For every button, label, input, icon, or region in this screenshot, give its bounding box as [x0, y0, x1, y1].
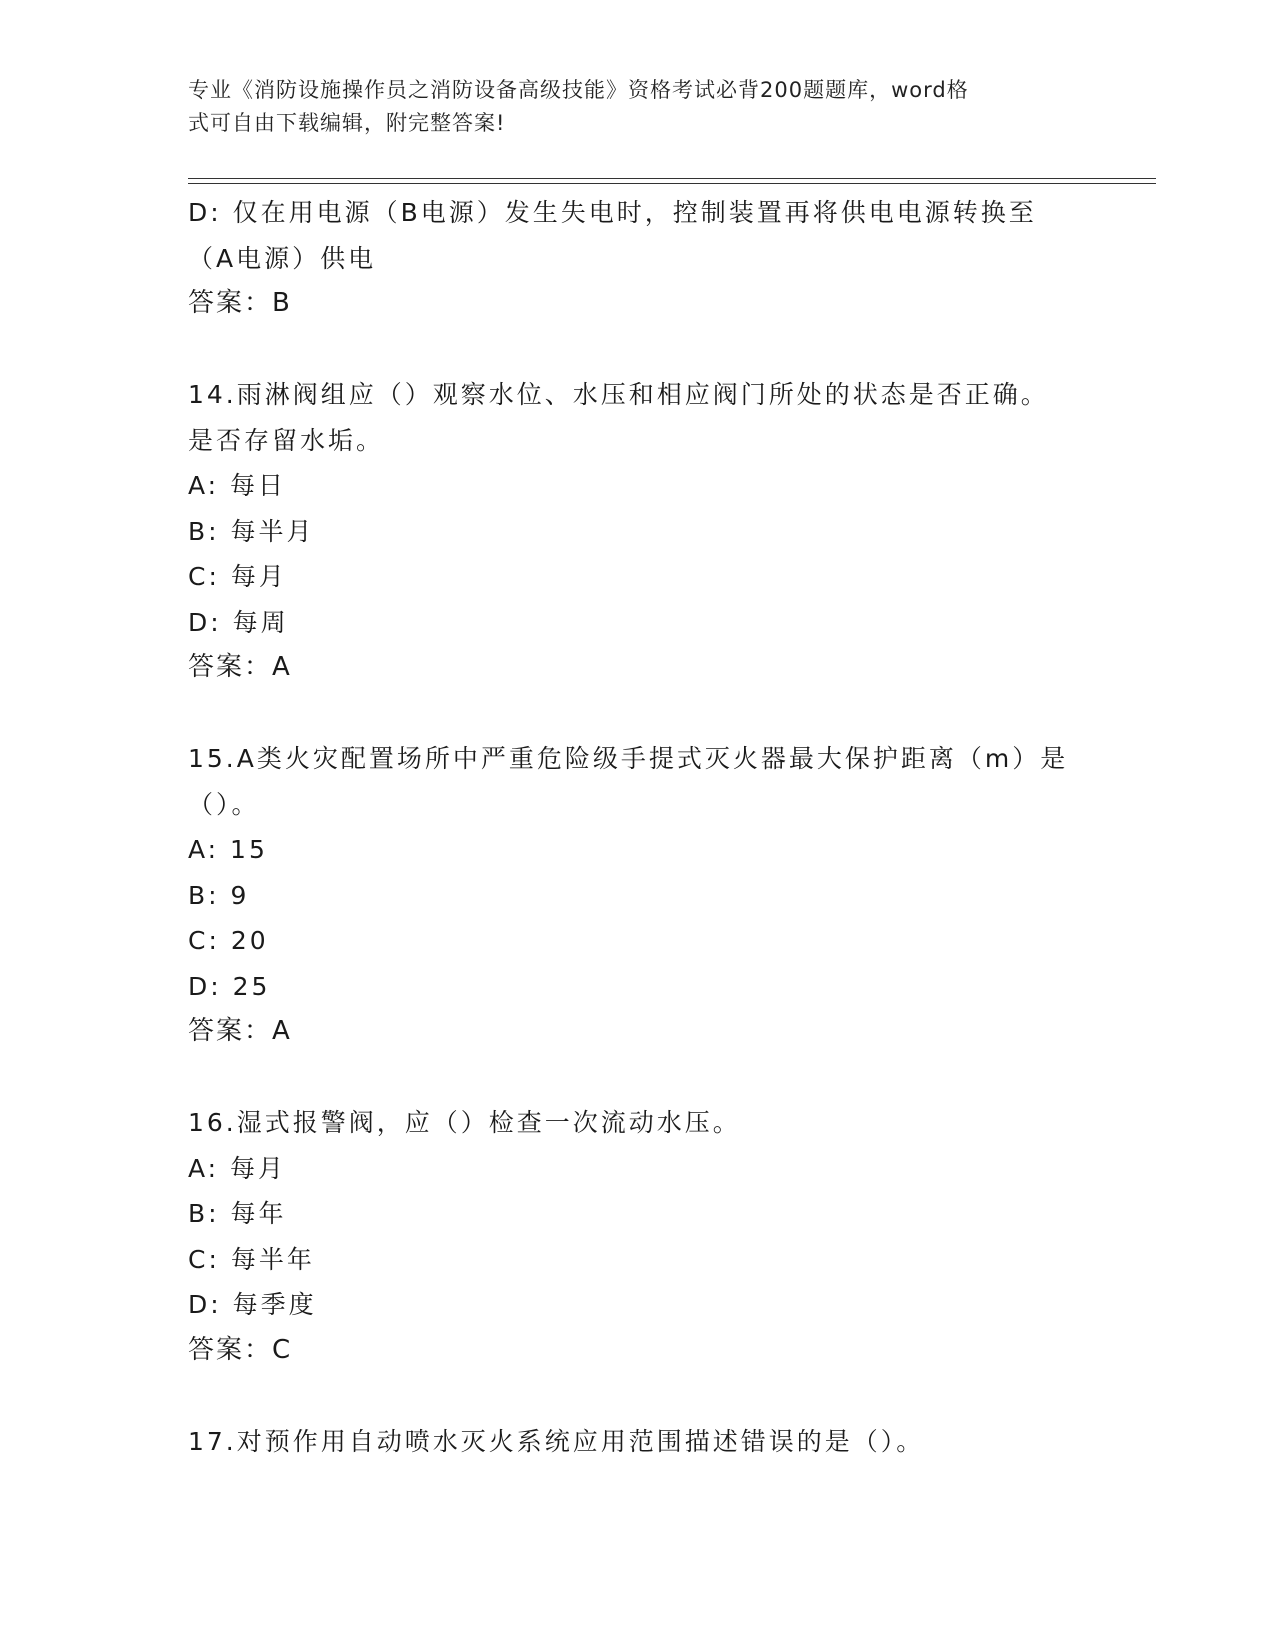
question-16: [188, 1100, 1118, 1373]
answer-line: 答案：A: [188, 1016, 292, 1046]
question-14: [188, 372, 1118, 691]
header-line-2: 式可自由下载编辑，附完整答案!: [188, 111, 506, 135]
question-list: [188, 190, 1118, 1464]
question-17: [188, 1419, 1118, 1465]
answer-line: 答案：C: [188, 1334, 293, 1365]
header-divider-bottom: [188, 183, 1156, 184]
option-a: A: 每月: [188, 1153, 287, 1183]
option-c: C: 20: [188, 926, 269, 955]
option-d: D: 25: [188, 971, 271, 1001]
question-stem-continued: （）。: [188, 789, 260, 819]
spacer: [188, 327, 1118, 373]
document-header: [188, 74, 1068, 140]
question-15: [188, 736, 1118, 1055]
answer-line: 答案：B: [188, 288, 292, 318]
option-d-continued: （A电源）供电: [188, 243, 377, 273]
spacer: [188, 1055, 1118, 1101]
spacer: [188, 691, 1118, 737]
option-a: A: 15: [188, 835, 268, 864]
question-stem: 14.雨淋阀组应（）观察水位、水压和相应阀门所处的状态是否正确。: [188, 380, 1049, 409]
option-c: C: 每月: [188, 562, 287, 591]
option-b: B: 9: [188, 880, 250, 910]
header-line-1: 专业《消防设施操作员之消防设备高级技能》资格考试必背200题题库，word格: [188, 78, 969, 102]
option-b: B: 每半月: [188, 516, 315, 546]
option-d: D: 每周: [188, 607, 289, 637]
answer-line: 答案：A: [188, 652, 292, 682]
spacer: [188, 1373, 1118, 1419]
question-stem: 15.A类火灾配置场所中严重危险级手提式灭火器最大保护距离（m）是: [188, 744, 1069, 773]
option-c: C: 每半年: [188, 1244, 315, 1274]
option-b: B: 每年: [188, 1199, 287, 1228]
previous-question-tail: [188, 190, 1118, 327]
header-divider-top: [188, 178, 1156, 179]
question-stem: 16.湿式报警阀，应（）检查一次流动水压。: [188, 1108, 741, 1137]
option-d: D: 仅在用电源（B电源）发生失电时，控制装置再将供电电源转换至: [188, 198, 1037, 227]
option-a: A: 每日: [188, 471, 287, 500]
question-stem-continued: 是否存留水垢。: [188, 425, 385, 455]
question-stem: 17.对预作用自动喷水灭火系统应用范围描述错误的是（）。: [188, 1426, 925, 1456]
option-d: D: 每季度: [188, 1290, 317, 1319]
